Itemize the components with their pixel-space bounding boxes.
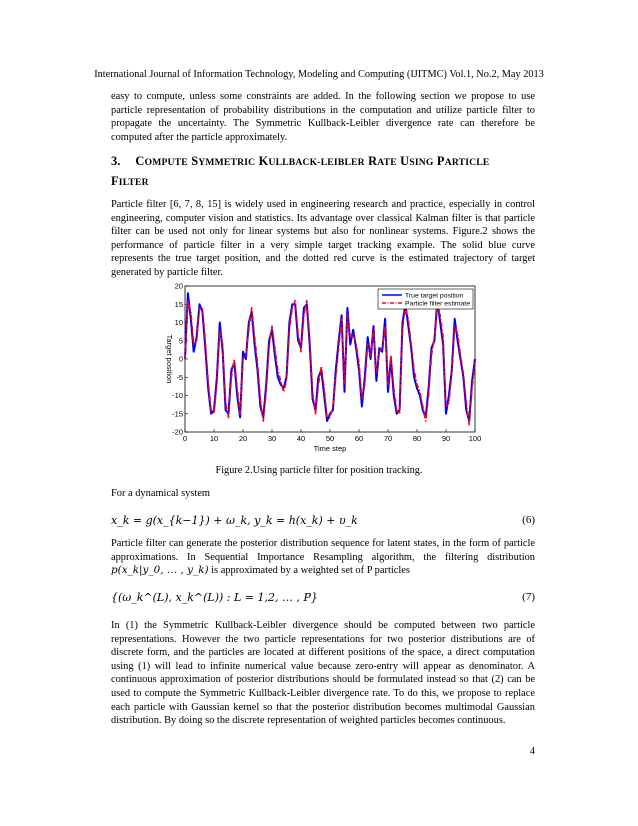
- y-tick-label: 10: [174, 318, 183, 327]
- x-tick-label: 70: [383, 434, 393, 443]
- equation-6-body: x_k = g(x_{k−1}) + ω_k, y_k = h(x_k) + υ_k: [111, 514, 358, 527]
- dynamical-system-intro: For a dynamical system: [111, 488, 210, 499]
- y-tick-label: 15: [174, 299, 183, 309]
- y-tick-label: -10: [172, 391, 183, 400]
- section-heading: [111, 152, 535, 192]
- y-tick-label: -15: [172, 409, 183, 419]
- posterior-paragraph: [111, 537, 535, 578]
- posterior-paragraph-text-a: Particle filter can generate the posterior distribution sequence for latent states, in the form of particle approximations. In Sequential Importance Resampling algorithm, the filtering distribution: [111, 538, 535, 563]
- y-tick-label: 5: [178, 336, 183, 346]
- y-tick-label: -20: [172, 427, 183, 437]
- section-title-line1: COMPUTE SYMMETRIC KULLBACK-LEIBLER RATE USING PARTICLE: [135, 154, 490, 168]
- legend-label: True target position: [405, 292, 464, 300]
- equation-7-body: {(ω_k^(L), x_k^(L)) : L = 1,2, … , P}: [111, 591, 318, 604]
- posterior-paragraph-math: p(x_k|y_0, … , y_k): [111, 564, 209, 577]
- legend-label: Particle filter estimate: [405, 300, 470, 308]
- section-number: 3.: [111, 154, 121, 168]
- x-tick-label: 100: [468, 434, 482, 443]
- position-tracking-chart: [158, 282, 488, 454]
- posterior-paragraph-text-b: is approximated by a weighted set of P particles: [208, 565, 410, 577]
- x-tick-label: 40: [296, 434, 306, 443]
- journal-header: International Journal of Information Technology, Modeling and Computing (IJITMC) Vol.1, No.2, May 2013: [94, 69, 544, 80]
- particle-filter-paragraph: Particle filter [6, 7, 8, 15] is widely used in engineering research and practice, especially in control engineering, computer vision and statistics. Its advantage over classical Kalman filter is that particle filter can be used not only for linear systems but also for nonlinear systems. Figure.2 shows the performance of particle filter in a very simple target tracking example. The solid blue curve represents the true target position, and the dotted red curve is the estimated trajectory of target generated by particle filter.: [111, 199, 535, 278]
- page-number: 4: [529, 746, 535, 757]
- equation-6-number: (6): [522, 514, 535, 526]
- x-tick-label: 80: [412, 434, 422, 443]
- x-tick-label: 20: [238, 434, 248, 443]
- x-axis-label: Time step: [313, 444, 347, 453]
- x-tick-label: 60: [354, 434, 364, 443]
- equation-7: [111, 591, 535, 604]
- x-tick-label: 10: [209, 434, 219, 443]
- x-tick-label: 0: [182, 434, 188, 443]
- x-tick-label: 50: [325, 434, 335, 443]
- y-tick-label: 20: [174, 282, 183, 291]
- x-tick-label: 30: [267, 434, 277, 443]
- equation-7-number: (7): [522, 591, 535, 603]
- figure-caption: Figure 2.Using particle filter for position tracking.: [215, 465, 423, 476]
- y-tick-label: -5: [176, 372, 183, 382]
- final-paragraph: In (1) the Symmetric Kullback-Leibler divergence should be computed between two particle representations. However the two particle representations for two posterior distributions are of discrete form, and the particles are located at different positions of the space, a direct computation using (1) will lead to infinite numerical value because zero-entry will appear as denominator. A continuous approximation of posterior distributions should be formulated instead so that (2) can be used to compute the Symmetric Kullback-Leibler divergence rate. To do this, we propose to replace each particle with Gaussian kernel so that the posterior distribution becomes multimodal Gaussian distribution. By doing so the discrete representation of weighted particles becomes continuous.: [111, 620, 535, 727]
- equation-6: [111, 514, 535, 527]
- intro-paragraph: easy to compute, unless some constraints are added. In the following section we propose to use particle representation of probability distributions in the computation and utilize particle filter to propagate the uncertainty. The Symmetric Kullback-Leibler divergence rate can therefore be computed after the particle approximately.: [111, 91, 535, 143]
- y-axis-label: Target position: [165, 334, 174, 384]
- section-title-line2: FILTER: [111, 174, 149, 188]
- y-tick-label: 0: [178, 354, 183, 364]
- x-tick-label: 90: [441, 434, 451, 443]
